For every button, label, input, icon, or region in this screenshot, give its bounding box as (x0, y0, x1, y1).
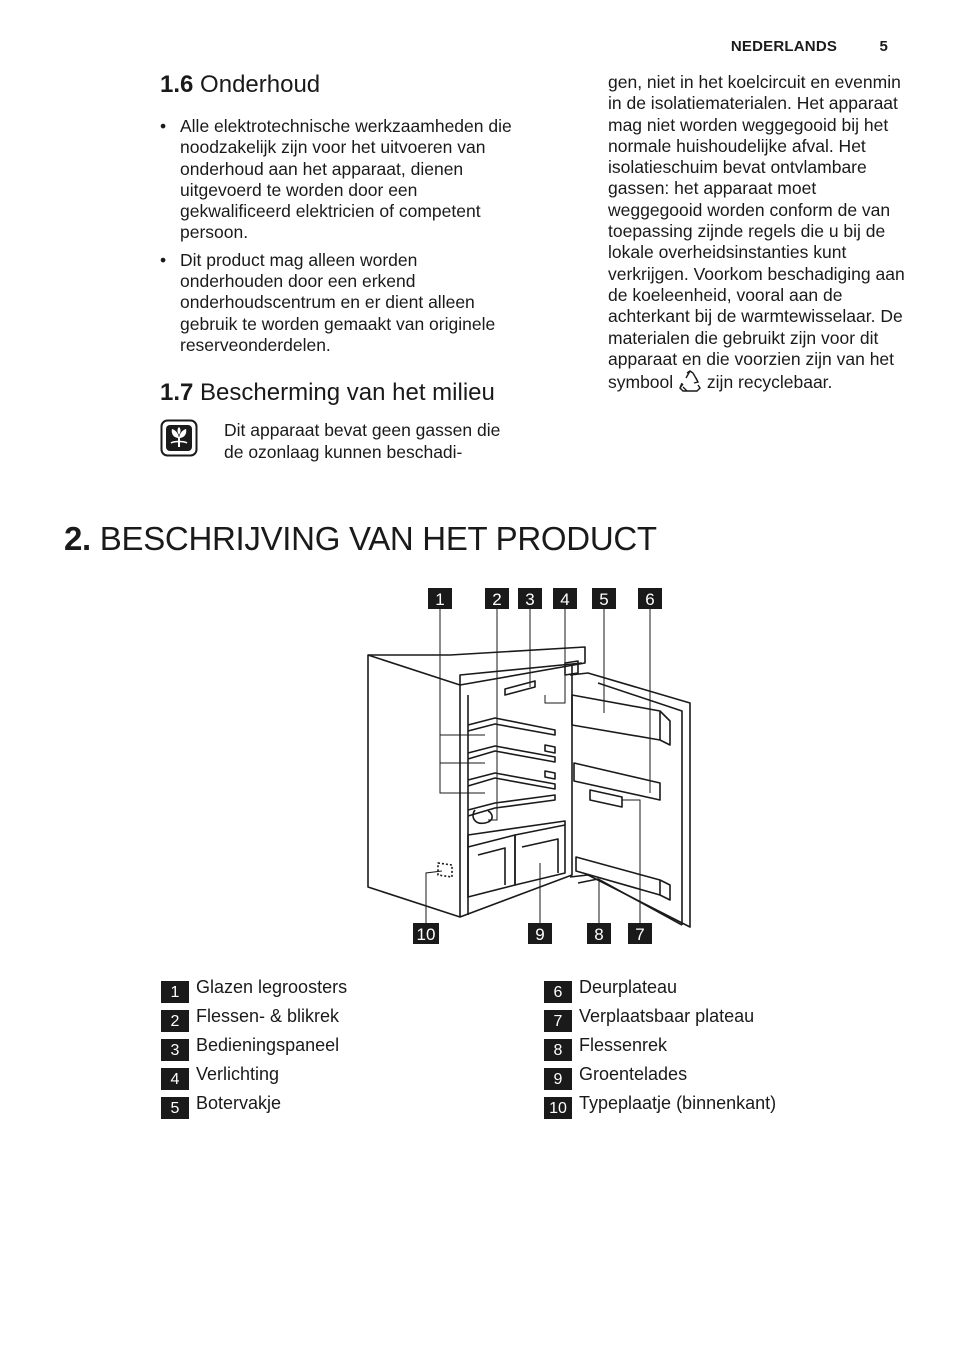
section-1-7-title: Bescherming van het milieu (200, 379, 495, 407)
legend-label: Typeplaatje (binnenkant) (579, 1093, 777, 1113)
environment-block (160, 420, 520, 463)
legend-label: Glazen legroosters (196, 977, 348, 997)
recycle-icon (678, 370, 702, 392)
legend-row (544, 1035, 776, 1064)
legend-number: 7 (544, 1010, 572, 1032)
rating-plate (438, 863, 452, 877)
legend-label: Botervakje (196, 1093, 282, 1113)
legend-row (161, 1093, 347, 1122)
callout-4: 4 (560, 590, 570, 609)
header-language: NEDERLANDS (730, 38, 838, 55)
glass-shelf (468, 773, 555, 789)
crisper-drawer (468, 835, 515, 897)
callout-3: 3 (525, 590, 535, 609)
maintenance-list (160, 116, 520, 356)
environment-text-end: zijn recyclebaar. (706, 372, 833, 393)
legend-label: Verplaatsbaar plateau (579, 1006, 755, 1026)
legend-row (544, 1064, 776, 1093)
section-1-6-title: Onderhoud (200, 71, 321, 98)
section-1-7-heading (160, 378, 520, 408)
section-1-7-number: 1.7 (160, 379, 194, 407)
legend-row (161, 1064, 347, 1093)
glass-shelf (468, 746, 555, 762)
legend-number: 6 (544, 981, 572, 1003)
left-column (160, 70, 520, 463)
list-item: • Alle elektrotechnische werkzaamheden die noodzakelijk zijn voor het uitvoeren van onderhoud aan het apparaat, dienen uitgevoerd te worden door een gekwalificeerd elektricien of competent persoon. (160, 116, 520, 244)
legend-row (161, 1035, 347, 1064)
right-column (608, 72, 908, 393)
fridge-diagram (360, 585, 700, 945)
environment-icon (160, 419, 198, 457)
section-1-6-heading (160, 70, 520, 100)
callout-5: 5 (599, 590, 609, 609)
door-shelf (574, 763, 660, 800)
legend-label: Verlichting (196, 1064, 280, 1084)
legend-left (161, 977, 347, 1122)
legend-number: 4 (161, 1068, 189, 1090)
butter-compartment (572, 695, 660, 740)
environment-text-continued: gen, niet in het koelcircuit en evenmin in de isolatiematerialen. Het apparaat mag niet worden weggegooid bij het normale huishoudelijke afval. Het isolatieschuim bevat ontvlambare gassen: het apparaat moet weggegooid worden conform de van toepassing zijnde regels die u bij de lokale overheidsinstanties kunt verkrijgen. Voorkom beschadiging aan de koeleenheid, vooral aan de achterkant bij de warmtewisselaar. De materialen die gebruikt zijn voor dit apparaat en die voorzien zijn van het symbool (608, 72, 905, 393)
callout-7: 7 (635, 925, 645, 944)
movable-shelf (590, 790, 622, 807)
section-2-heading (64, 520, 657, 558)
legend-row (544, 977, 776, 1006)
legend-number: 1 (161, 981, 189, 1003)
section-1-6-number: 1.6 (160, 71, 194, 98)
section-2-title: BESCHRIJVING VAN HET PRODUCT (99, 520, 657, 557)
legend-label: Groentelades (579, 1064, 688, 1084)
legend-number: 9 (544, 1068, 572, 1090)
legend-row (544, 1006, 776, 1035)
callout-2: 2 (492, 590, 502, 609)
page-header (731, 38, 888, 55)
legend-number: 2 (161, 1010, 189, 1032)
legend-number: 5 (161, 1097, 189, 1119)
cabinet-side (368, 655, 460, 917)
callout-10: 10 (416, 925, 436, 944)
glass-shelf (468, 718, 555, 735)
legend-number: 10 (544, 1097, 572, 1119)
legend-label: Bedieningspaneel (196, 1035, 340, 1055)
legend-number: 8 (544, 1039, 572, 1061)
callout-1: 1 (435, 590, 445, 609)
legend-label: Deurplateau (579, 977, 678, 997)
legend-label: Flessen- & blikrek (196, 1006, 340, 1026)
callout-6: 6 (645, 590, 655, 609)
legend-label: Flessenrek (579, 1035, 668, 1055)
section-2-number: 2. (64, 520, 91, 557)
page-number: 5 (879, 38, 888, 55)
legend-row (544, 1093, 776, 1122)
environment-text: Dit apparaat bevat geen gassen die de ozonlaag kunnen beschadi- (224, 420, 501, 462)
legend-number: 3 (161, 1039, 189, 1061)
legend-row (161, 977, 347, 1006)
callout-8: 8 (594, 925, 604, 944)
callout-9: 9 (535, 925, 545, 944)
list-item: • Dit product mag alleen worden onderhouden door een erkend onderhoudscentrum en er dient alleen gebruik te worden gemaakt van originele reserveonderdelen. (160, 250, 520, 356)
legend-row (161, 1006, 347, 1035)
bottle-rack (468, 795, 555, 816)
legend-right (544, 977, 776, 1122)
